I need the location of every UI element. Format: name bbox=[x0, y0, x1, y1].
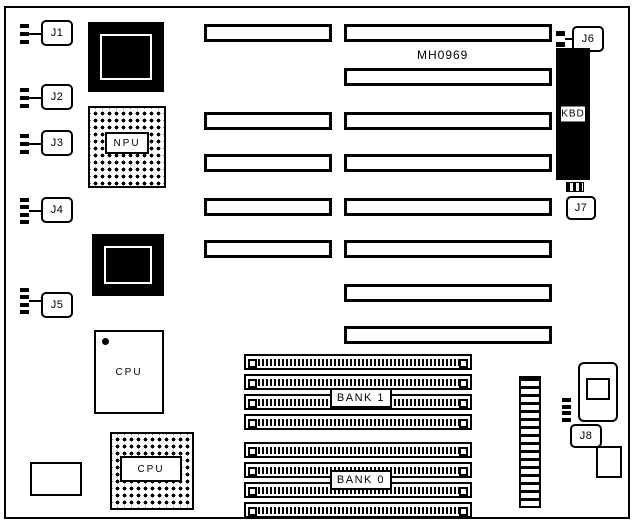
expansion-slot-r5 bbox=[344, 198, 552, 216]
connector-label-j1: J1 bbox=[41, 20, 73, 46]
expansion-slot-r4 bbox=[344, 154, 552, 172]
bank-label-1: BANK 1 bbox=[330, 388, 392, 408]
connector-label-j5: J5 bbox=[41, 292, 73, 318]
expansion-slot-l2 bbox=[204, 112, 332, 130]
board-part-number: MH0969 bbox=[417, 48, 469, 62]
j2-pins bbox=[20, 88, 29, 108]
simm-socket-b1-3 bbox=[244, 414, 472, 430]
expansion-slot-l3 bbox=[204, 154, 332, 172]
expansion-slot-l4 bbox=[204, 198, 332, 216]
j3-leader bbox=[29, 143, 41, 145]
battery-block bbox=[30, 462, 82, 496]
j6-pins bbox=[556, 31, 565, 47]
j1-pins bbox=[20, 24, 29, 44]
connector-label-j7: J7 bbox=[566, 196, 596, 220]
j3-pins bbox=[20, 134, 29, 154]
connector-label-j2: J2 bbox=[41, 84, 73, 110]
io-port-bottom-right bbox=[596, 446, 622, 478]
expansion-slot-r2 bbox=[344, 68, 552, 86]
expansion-slot-r1 bbox=[344, 24, 552, 42]
cpu-upper-pin1-marker bbox=[102, 338, 109, 345]
chip-asic-mid bbox=[92, 234, 164, 296]
power-supply-header bbox=[519, 376, 541, 508]
expansion-slot-r8 bbox=[344, 326, 552, 344]
chip-cpu-lower-label: CPU bbox=[120, 456, 182, 482]
expansion-slot-r3 bbox=[344, 112, 552, 130]
keyboard-connector bbox=[556, 48, 590, 180]
j1-leader bbox=[29, 33, 41, 35]
connector-label-j8: J8 bbox=[570, 424, 602, 448]
j5-leader bbox=[29, 300, 41, 302]
connector-label-j3: J3 bbox=[41, 130, 73, 156]
io-module-window bbox=[586, 378, 610, 400]
j8-pins bbox=[562, 398, 571, 422]
simm-socket-b0-0 bbox=[244, 442, 472, 458]
expansion-slot-r6 bbox=[344, 240, 552, 258]
expansion-slot-l5 bbox=[204, 240, 332, 258]
j6-leader bbox=[565, 38, 572, 40]
expansion-slot-l1 bbox=[204, 24, 332, 42]
j4-leader bbox=[29, 210, 41, 212]
simm-socket-b0-3 bbox=[244, 502, 472, 518]
expansion-slot-r7 bbox=[344, 284, 552, 302]
chip-npu-label: NPU bbox=[105, 132, 149, 154]
connector-label-j6: J6 bbox=[572, 26, 604, 52]
j7-pins bbox=[566, 182, 584, 192]
simm-socket-b1-0 bbox=[244, 354, 472, 370]
j4-pins bbox=[20, 198, 29, 224]
j5-pins bbox=[20, 288, 29, 314]
chip-asic-top bbox=[88, 22, 164, 92]
connector-label-j4: J4 bbox=[41, 197, 73, 223]
keyboard-connector-label: KBD bbox=[561, 108, 585, 120]
bank-label-0: BANK 0 bbox=[330, 470, 392, 490]
j2-leader bbox=[29, 97, 41, 99]
chip-cpu-upper-label: CPU bbox=[115, 366, 143, 378]
